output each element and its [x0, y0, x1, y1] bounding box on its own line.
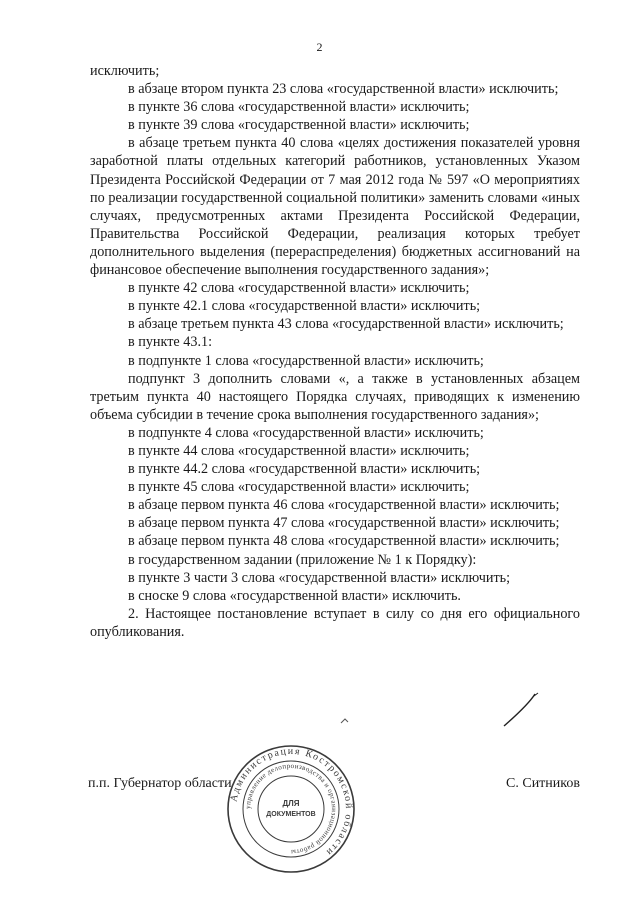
paragraph: в пункте 43.1:: [128, 334, 213, 351]
paragraph: 2. Настоящее постановление вступает в силу со дня его официального опубликования.: [90, 605, 580, 640]
signatory-name: С. Ситников: [506, 776, 580, 791]
svg-text:Администрация Костромской обла: Администрация Костромской области: [228, 745, 355, 859]
page-number: 2: [316, 40, 323, 54]
svg-text:управление делопроизводства и: управление делопроизводства и организационной работы: [243, 761, 339, 857]
handwritten-signature: [490, 690, 550, 730]
paragraph: в подпункте 4 слова «государственной власти» исключить;: [128, 424, 484, 441]
paragraph: подпункт 3 дополнить словами «, а также в установленных абзацем третьим пункта 40 настоящего Порядка случаях, приводящих к изменению объема субсидии в течение срока выполнения государственного задания»;: [90, 370, 580, 423]
paragraph: в абзаце первом пункта 46 слова «государственной власти» исключить;: [128, 497, 560, 514]
paragraph: в пункте 36 слова «государственной власти» исключить;: [128, 99, 470, 116]
paragraph: в пункте 39 слова «государственной власти» исключить;: [128, 117, 470, 134]
signatory-title: п.п. Губернатор области: [88, 776, 232, 791]
paragraph: в абзаце третьем пункта 40 слова «целях достижения показателей уровня заработной платы отдельных категорий работников, установленных Указом Президента Российской Федерации от 7 мая 2012 года № 597 «О мероприятиях по реализации государственной социальной политики» заменить словами «иных случаях, предусмотренных актами Президента Российской Федерации, Правительства Российской Федерации, реализация которых требует дополнительного выделения (перераспределения) бюджетных ассигнований на финансовое обеспечение выполнения государственного задания»;: [90, 135, 580, 279]
paragraph: исключить;: [90, 63, 160, 79]
paragraph: в абзаце первом пункта 47 слова «государственной власти» исключить;: [128, 515, 560, 532]
document-body: [90, 62, 580, 641]
svg-text:ДЛЯ: ДЛЯ: [282, 799, 300, 808]
paragraph: в пункте 44 слова «государственной власти» исключить;: [128, 442, 470, 459]
official-stamp: [226, 744, 356, 874]
paragraph: в сноске 9 слова «государственной власти» исключить.: [128, 587, 461, 604]
paragraph: в пункте 42.1 слова «государственной власти» исключить;: [128, 298, 481, 315]
paragraph: в государственном задании (приложение № 1 к Порядку):: [128, 551, 477, 568]
paragraph: в подпункте 1 слова «государственной власти» исключить;: [128, 352, 484, 369]
paragraph: в пункте 3 части 3 слова «государственной власти» исключить;: [128, 569, 511, 586]
paragraph: в пункте 45 слова «государственной власти» исключить;: [128, 479, 470, 496]
paragraph: в абзаце втором пункта 23 слова «государственной власти» исключить;: [128, 81, 559, 98]
paragraph: в пункте 44.2 слова «государственной власти» исключить;: [128, 461, 481, 478]
paragraph: в абзаце третьем пункта 43 слова «государственной власти» исключить;: [128, 316, 564, 333]
paragraph: в пункте 42 слова «государственной власти» исключить;: [128, 280, 470, 297]
paragraph: в абзаце первом пункта 48 слова «государственной власти» исключить;: [128, 533, 560, 550]
ink-mark: [340, 717, 350, 725]
svg-text:ДОКУМЕНТОВ: ДОКУМЕНТОВ: [266, 811, 316, 818]
